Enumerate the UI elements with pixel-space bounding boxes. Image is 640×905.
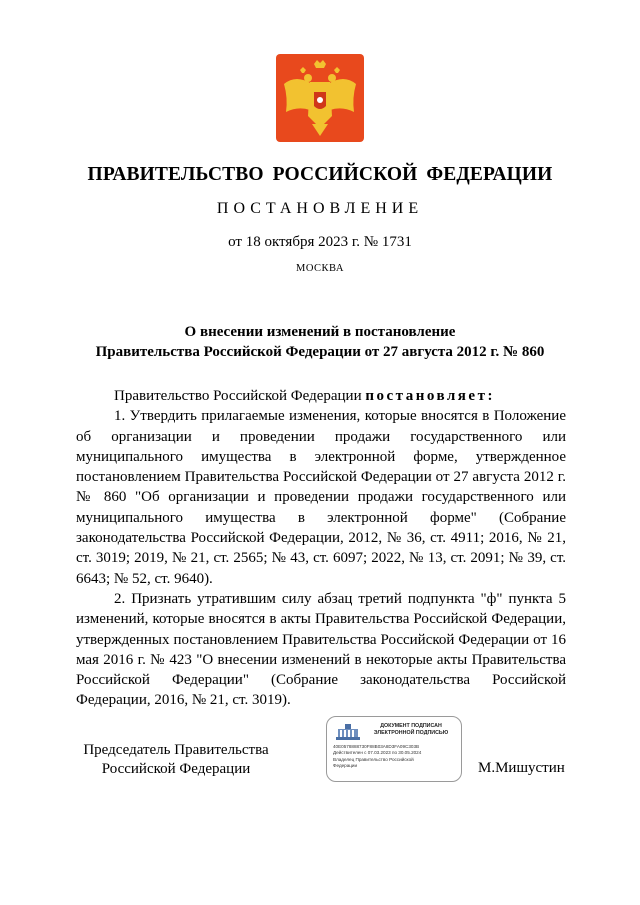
coat-of-arms-emblem xyxy=(276,54,364,142)
stamp-owner-line-1: Владелец Правительство Российской xyxy=(333,756,414,762)
signer-position-line-1: Председатель Правительства xyxy=(83,742,269,758)
government-building-icon xyxy=(335,723,361,741)
stamp-details xyxy=(333,744,459,770)
stamp-title-line-1: ДОКУМЕНТ ПОДПИСАН xyxy=(380,723,442,729)
stamp-title-line-2: ЭЛЕКТРОННОЙ ПОДПИСЬЮ xyxy=(373,730,449,736)
stamp-title xyxy=(363,723,459,737)
intro-verb: постановляет: xyxy=(365,388,495,404)
signer-name: М.Мишустин xyxy=(478,760,565,776)
stamp-validity: Действителен с 07.03.2023 по 30.05.2024 xyxy=(333,750,422,756)
document-body xyxy=(76,386,566,711)
document-type: ПОСТАНОВЛЕНИЕ xyxy=(216,200,424,217)
intro-lead: Правительство Российской Федерации xyxy=(114,388,366,404)
signer-position xyxy=(76,741,276,779)
document-subject xyxy=(60,322,580,362)
subject-line-1: О внесении изменений в постановление xyxy=(184,324,456,340)
stamp-owner-line-2: Федерации xyxy=(333,763,358,769)
government-title: ПРАВИТЕЛЬСТВО РОССИЙСКОЙ ФЕДЕРАЦИИ xyxy=(87,164,553,185)
intro-paragraph xyxy=(76,386,566,406)
signer-position-line-2: Российской Федерации xyxy=(101,761,251,777)
document-date-number: от 18 октября 2023 г. № 1731 xyxy=(228,234,412,250)
document-city: МОСКВА xyxy=(296,263,344,274)
electronic-signature-stamp xyxy=(326,716,462,782)
item-2-paragraph: 2. Признать утратившим силу абзац третий подпункта "ф" пункта 5 изменений, которые вносятся в акты Правительства Российской Федерации, утвержденных постановлением Правительства Российской Федерации от 16 мая 2016 г. № 423 "О внесении изменений в некоторые акты Правительства Российской Федерации" (Собрание законодательства Российской Федерации, 2016, № 21, ст. 3019). xyxy=(76,590,566,709)
stamp-certificate: 40E0578888730F88B03A8D3FA09C303B xyxy=(333,744,420,749)
item-1-paragraph: 1. Утвердить прилагаемые изменения, которые вносятся в Положение об организации и проведении продажи государственного или муниципального имущества в электронной форме, утвержденное постановлением Правительства Российской Федерации от 27 августа 2012 г. № 860 "Об организации и проведении продажи государственного или муниципального имущества в электронной форме" (Собрание законодательства Российской Федерации, 2012, № 36, ст. 4911; 2016, № 21, ст. 3019; 2019, № 21, ст. 2565; № 43, ст. 6097; 2022, № 13, ст. 2091; № 39, ст. 6643; № 52, ст. 9640). xyxy=(76,408,566,587)
subject-line-2: Правительства Российской Федерации от 27 августа 2012 г. № 860 xyxy=(95,344,545,360)
